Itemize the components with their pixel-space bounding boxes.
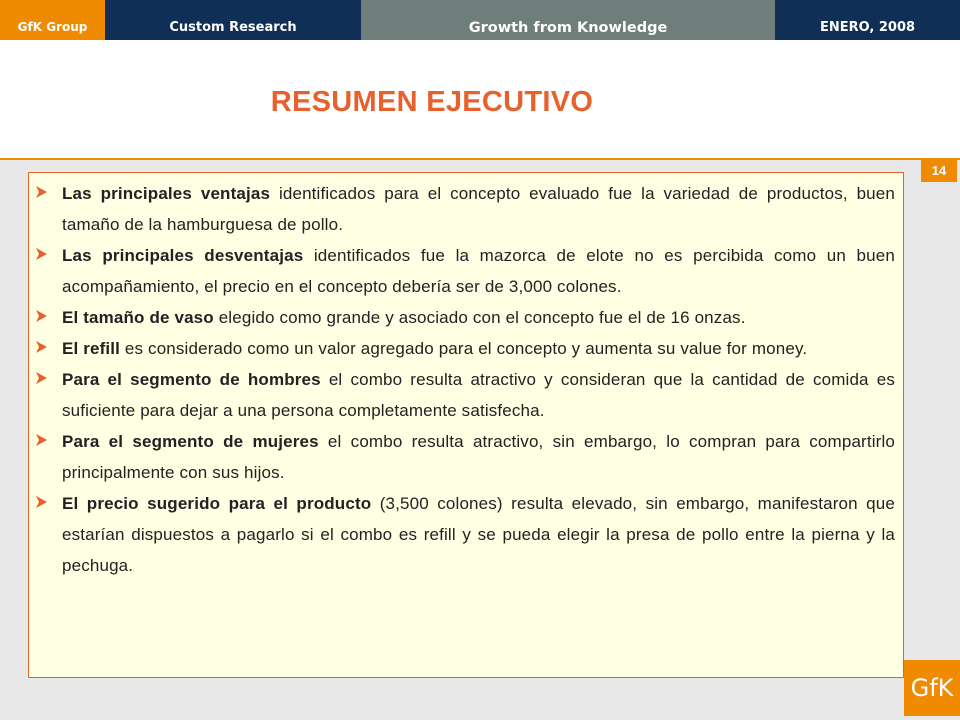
bullet-text: [62, 364, 895, 426]
bullet-text: [62, 178, 895, 240]
bullet-item: [35, 488, 895, 581]
bullet-text: [62, 240, 895, 302]
bullet-body: es considerado como un valor agregado para el concepto y aumenta su value for money.: [120, 339, 808, 358]
bullet-item: [35, 178, 895, 240]
bullet-body: identificados fue la mazorca de elote no es percibida como un buen acompañamiento, el precio en el concepto debería ser de 3,000 colones.: [62, 246, 895, 296]
bullet-lead: Las principales ventajas: [62, 184, 271, 203]
arrow-right-icon: [35, 178, 62, 209]
company-tab: [0, 0, 105, 40]
bullet-text: [62, 426, 895, 488]
division-label: Custom Research: [169, 20, 297, 35]
page-number: 14: [921, 160, 957, 182]
bullet-item: [35, 302, 895, 333]
bullet-body: identificados para el concepto evaluado fue la variedad de productos, buen tamaño de la hamburguesa de pollo.: [62, 184, 895, 234]
bullet-list: [29, 173, 903, 581]
bullet-item: [35, 426, 895, 488]
bullet-text: [62, 302, 895, 333]
division-tab: [105, 0, 361, 40]
bullet-lead: Para el segmento de hombres: [62, 370, 321, 389]
gfk-logo: GfK: [904, 660, 960, 716]
date-label: ENERO, 2008: [819, 20, 916, 35]
bullet-text: [62, 333, 895, 364]
arrow-right-icon: [35, 333, 62, 364]
bullet-body: el combo resulta atractivo, sin embargo, lo compran para compartirlo principalmente con sus hijos.: [62, 432, 895, 482]
bullet-lead: Las principales desventajas: [62, 246, 304, 265]
bullet-body: elegido como grande y asociado con el concepto fue el de 16 onzas.: [213, 308, 746, 327]
arrow-right-icon: [35, 302, 62, 333]
bullet-item: [35, 333, 895, 364]
company-label: GfK Group: [17, 20, 88, 34]
bullet-text: [62, 488, 895, 581]
bullet-lead: El tamaño de vaso: [62, 308, 214, 327]
bullet-lead: Para el segmento de mujeres: [62, 432, 319, 451]
arrow-right-icon: [35, 488, 62, 519]
arrow-right-icon: [35, 426, 62, 457]
arrow-right-icon: [35, 364, 62, 395]
date-tab: [775, 0, 960, 40]
bullet-body: (3,500 colones) resulta elevado, sin embargo, manifestaron que estarían dispuestos a pagarlo si el combo es refill y se pueda elegir la presa de pollo entre la pierna y la pechuga.: [62, 494, 895, 575]
bullet-item: [35, 240, 895, 302]
bullet-lead: El refill: [62, 339, 121, 358]
bullet-item: [35, 364, 895, 426]
bullet-lead: El precio sugerido para el producto: [62, 494, 372, 513]
arrow-right-icon: [35, 240, 62, 271]
tagline-label: Growth from Knowledge: [468, 20, 668, 36]
bullet-body: el combo resulta atractivo y consideran que la cantidad de comida es suficiente para dejar a una persona completamente satisfecha.: [62, 370, 895, 420]
slide-title: RESUMEN EJECUTIVO: [270, 86, 594, 118]
tagline-tab: [361, 0, 775, 40]
header-banner: [0, 0, 960, 40]
summary-box: [28, 172, 904, 678]
